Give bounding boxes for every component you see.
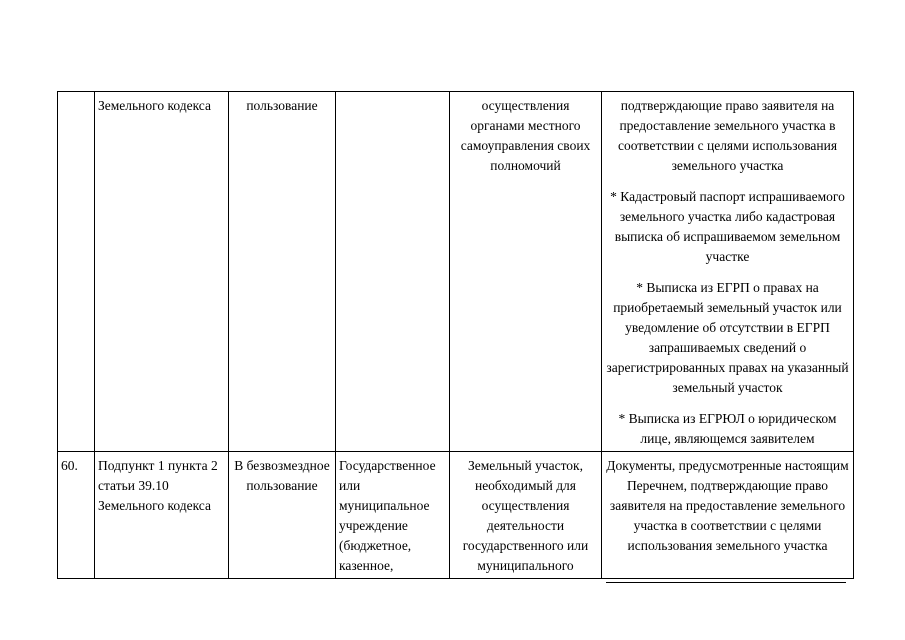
- land-plot-purpose-cell: осуществления органами местного самоуправления своих полномочий: [450, 92, 602, 452]
- applicant-cell: Государственное или муниципальное учреждение (бюджетное, казенное,: [336, 452, 450, 579]
- table-row-60: [58, 452, 854, 579]
- table-row-continued: [58, 92, 854, 452]
- document-item: * Выписка из ЕГРЮЛ о юридическом лице, являющемся заявителем: [618, 411, 837, 446]
- row-number-cell: [58, 92, 95, 452]
- right-type-cell: В безвозмездное пользование: [229, 452, 336, 579]
- required-documents-cell: [602, 92, 854, 452]
- required-documents-cell: Документы, предусмотренные настоящим Перечнем, подтверждающие право заявителя на предоставление земельного участка в соответствии с целями использования земельного участка: [602, 452, 854, 579]
- legal-basis-cell: Земельного кодекса: [95, 92, 229, 452]
- land-plot-purpose-cell: Земельный участок, необходимый для осуществления деятельности государственного или муниципального: [450, 452, 602, 579]
- document-item: * Выписка из ЕГРП о правах на приобретаемый земельный участок или уведомление об отсутствии в ЕГРП запрашиваемых сведений о зарегистрированных правах на указанный земельный участок: [606, 280, 849, 395]
- page-break-rule: [606, 582, 846, 583]
- row-number-cell: 60.: [58, 452, 95, 579]
- legal-basis-cell: Подпункт 1 пункта 2 статьи 39.10 Земельного кодекса: [95, 452, 229, 579]
- land-plot-documents-table: [57, 91, 854, 579]
- applicant-cell: [336, 92, 450, 452]
- document-item: * Кадастровый паспорт испрашиваемого земельного участка либо кадастровая выписка об испрашиваемом земельном участке: [610, 189, 845, 264]
- right-type-cell: пользование: [229, 92, 336, 452]
- document-item: подтверждающие право заявителя на предоставление земельного участка в соответствии с целями использования земельного участка: [617, 98, 838, 173]
